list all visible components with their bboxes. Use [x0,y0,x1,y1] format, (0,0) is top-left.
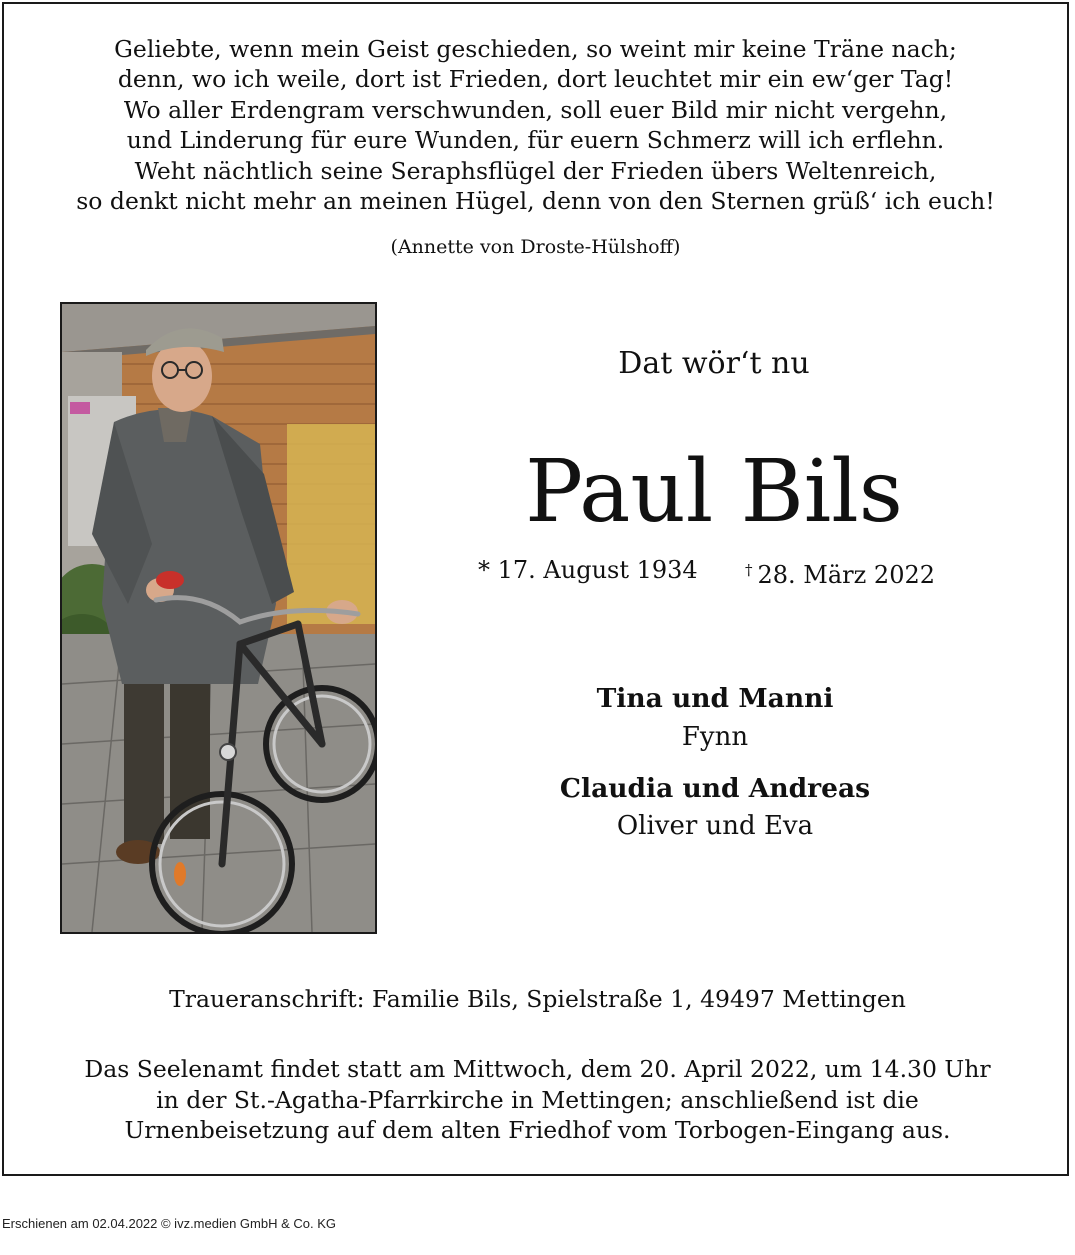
poem-line: so denkt nicht mehr an meinen Hügel, denn von den Sternen grüß‘ ich euch! [76,187,995,216]
mourner-names-primary: Claudia und Andreas [559,773,871,804]
service-line: Das Seelenamt findet statt am Mittwoch, dem 20. April 2022, um 14.30 Uhr [84,1055,991,1083]
death-date [745,554,935,591]
publication-footer: Erschienen am 02.04.2022 © ivz.medien GmbH & Co. KG [2,1216,337,1231]
mourner-names-secondary: Fynn [681,722,749,752]
mourner-names-primary: Tina und Manni [596,683,834,714]
service-line: in der St.-Agatha-Pfarrkirche in Mettingen; anschließend ist die [156,1085,919,1114]
death-date-text: 28. März 2022 [757,561,936,589]
portrait-photo-illustration [62,304,375,932]
deceased-name: Paul Bils [525,442,903,542]
dagger-symbol: † [745,561,753,579]
poem-line: Wo aller Erdengram verschwunden, soll euer Bild mir nicht vergehn, [123,95,948,124]
poem-line: und Linderung für eure Wunden, für euern Schmerz will ich erflehn. [126,126,945,155]
mourner-names-secondary: Oliver und Eva [616,811,814,841]
mourning-address: Traueranschrift: Familie Bils, Spielstraße 1, 49497 Mettingen [169,985,906,1013]
poem-attribution: (Annette von Droste-Hülshoff) [390,236,681,258]
poem-line: Geliebte, wenn mein Geist geschieden, so weint mir keine Träne nach; [114,35,957,63]
service-line: Urnenbeisetzung auf dem alten Friedhof vom Torbogen-Eingang aus. [124,1116,951,1144]
portrait-photo [60,302,377,934]
service-details [0,1054,1075,1146]
motto: Dat wör‘t nu [618,346,810,381]
poem [0,34,1071,216]
poem-line: denn, wo ich weile, dort ist Frieden, dort leuchtet mir ein ew‘ger Tag! [117,65,954,94]
birth-date: * 17. August 1934 [478,556,698,584]
poem-line: Weht nächtlich seine Seraphsflügel der Frieden übers Weltenreich, [134,156,937,185]
